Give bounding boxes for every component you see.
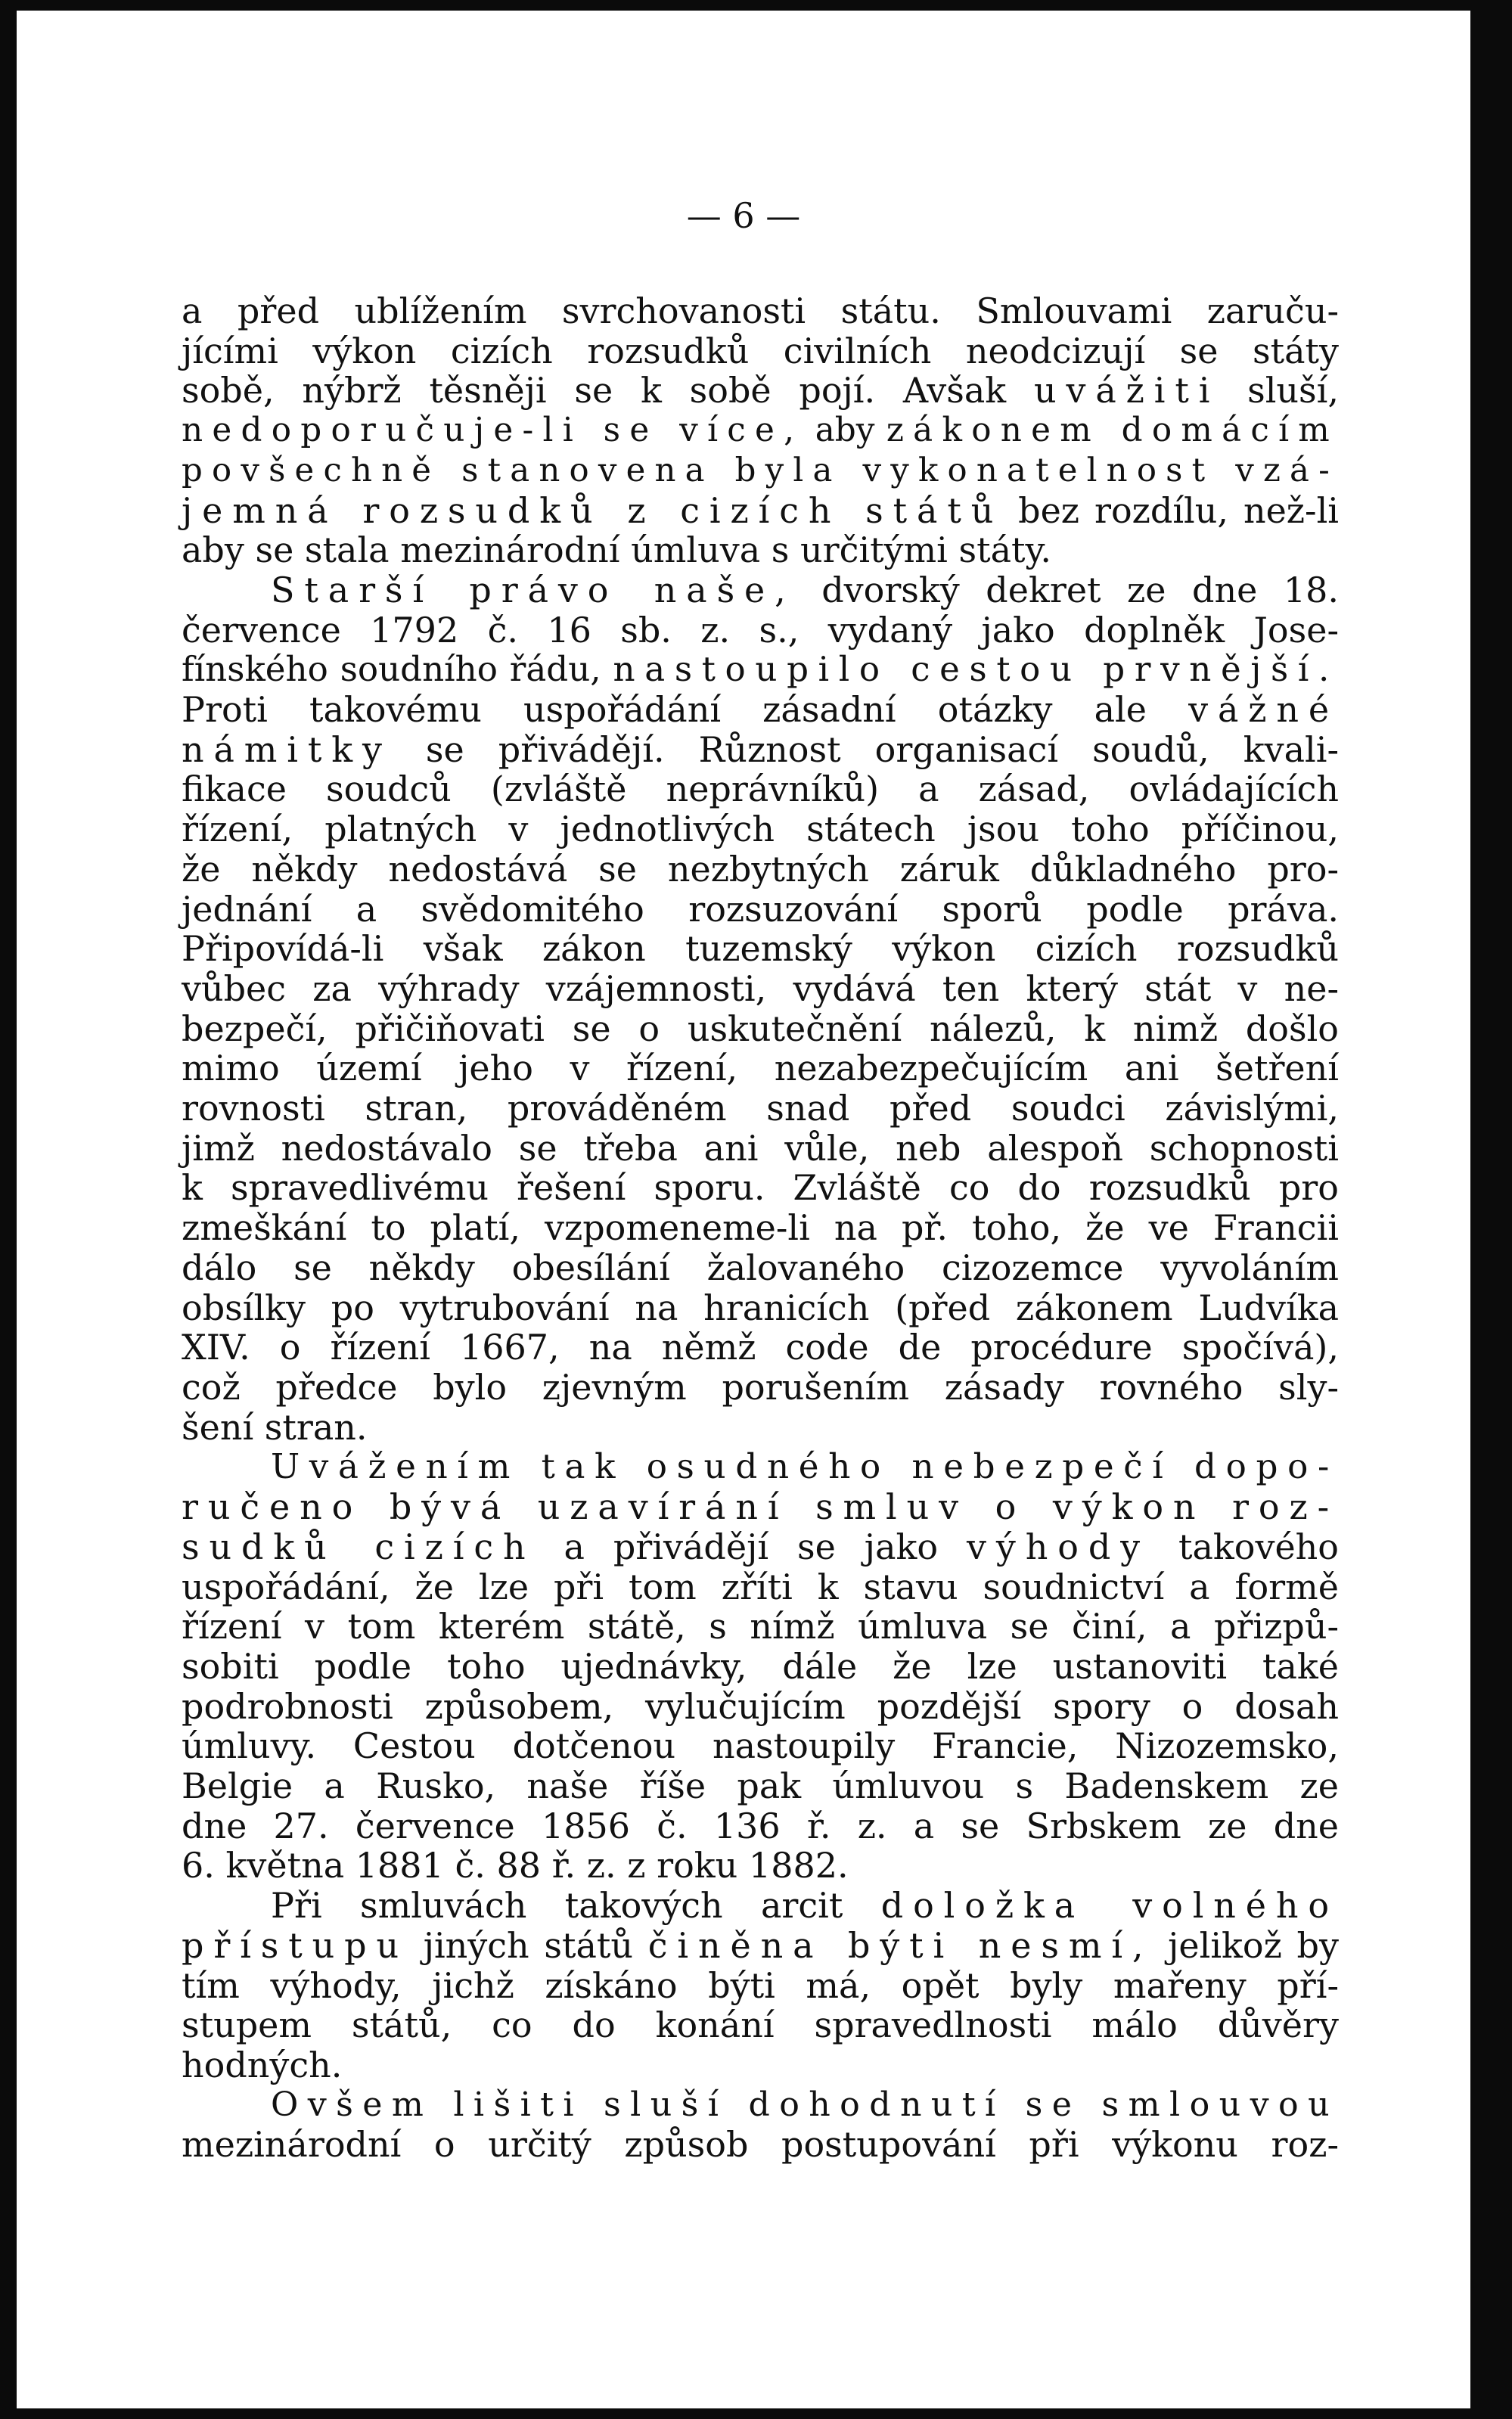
text-segment: řízení, platných v jednotlivých státech jsou toho příčinou, — [182, 809, 1339, 850]
spaced-emphasis: přístupu — [182, 1924, 408, 1966]
text-segment: takového — [1150, 1526, 1339, 1567]
text-segment: podrobnosti způsobem, vylučujícím pozdější spory o dosah — [182, 1685, 1339, 1727]
text-line — [182, 1248, 1339, 1288]
text-segment: mezinárodní o určitý způsob postupování při výkonu roz- — [182, 2124, 1339, 2166]
scanned-page — [17, 11, 1470, 2408]
spaced-emphasis: povšechně stanovena byla vykonatelnost vzá- — [182, 451, 1339, 489]
text-segment: sobě, nýbrž těsněji se k sobě pojí. Avšak — [182, 370, 1034, 411]
text-segment: hodných. — [182, 2044, 343, 2085]
spaced-emphasis: výhody — [967, 1526, 1150, 1567]
spaced-emphasis: Ovšem lišiti sluší dohodnutí se smlouvou — [271, 2085, 1339, 2124]
text-line — [182, 1048, 1339, 1088]
text-line — [182, 849, 1339, 890]
body-text — [182, 291, 1339, 2165]
spaced-emphasis: vážné — [1188, 689, 1339, 731]
text-line — [182, 371, 1339, 411]
text-segment: Belgie a Rusko, naše říše pak úmluvou s Badenskem ze — [182, 1765, 1339, 1807]
text-segment: a přivádějí se jako — [535, 1526, 967, 1567]
text-segment: jimž nedostávalo se třeba ani vůle, neb alespoň schopnosti — [182, 1127, 1339, 1169]
text-line — [182, 1088, 1339, 1129]
text-line — [182, 1168, 1339, 1208]
text-line — [182, 1607, 1339, 1647]
text-line — [182, 1846, 1339, 1886]
text-line — [182, 610, 1339, 651]
text-line — [182, 1447, 1339, 1487]
spaced-emphasis: nastoupilo cestou prvnější. — [613, 649, 1339, 690]
text-line — [182, 1966, 1339, 2006]
text-line — [182, 730, 1339, 770]
spaced-emphasis: sudků cizích — [182, 1526, 536, 1567]
text-segment: aby — [803, 411, 886, 450]
text-line — [182, 690, 1339, 730]
text-line — [182, 890, 1339, 930]
spaced-emphasis: ručeno bývá uzavírání smluv o výkon roz- — [182, 1486, 1339, 1528]
text-line — [182, 411, 1339, 451]
text-line — [182, 1129, 1339, 1169]
spaced-emphasis: zákonem domácím — [886, 411, 1339, 450]
text-segment: července 1792 č. 16 sb. z. s., vydaný jako doplněk Jose- — [182, 609, 1339, 651]
text-line — [182, 491, 1339, 531]
spaced-emphasis: námitky — [182, 728, 392, 770]
text-line — [182, 650, 1339, 690]
text-line — [182, 1527, 1339, 1567]
text-line — [182, 1766, 1339, 1806]
text-segment: dvorský dekret ze dne 18. — [795, 569, 1340, 610]
text-line — [182, 2125, 1339, 2165]
page-number: — 6 — — [686, 195, 801, 236]
text-line — [182, 929, 1339, 969]
text-line — [182, 291, 1339, 331]
spaced-emphasis: doložka volného — [880, 1885, 1339, 1927]
text-segment: sobiti podle toho ujednávky, dále že lze ustanoviti také — [182, 1645, 1339, 1687]
text-segment: šení stran. — [182, 1406, 368, 1448]
text-segment: dálo se někdy obesílání žalovaného cizozemce vyvoláním — [182, 1247, 1339, 1288]
text-line — [182, 969, 1339, 1009]
text-line — [182, 1687, 1339, 1727]
text-line — [182, 1368, 1339, 1408]
text-line — [182, 1288, 1339, 1328]
text-line — [182, 530, 1339, 570]
text-segment: jiných států — [408, 1924, 648, 1966]
text-line — [182, 769, 1339, 809]
text-line — [182, 2005, 1339, 2045]
text-segment: uspořádání, že lze při tom zříti k stavu soudnictví a formě — [182, 1566, 1339, 1607]
text-segment: mimo území jeho v řízení, nezabezpečujícím ani šetření — [182, 1048, 1339, 1089]
text-segment: XIV. o řízení 1667, na němž code de procédure spočívá), — [182, 1327, 1339, 1368]
text-segment: řízení v tom kterém státě, s nímž úmluva se činí, a přizpů- — [182, 1606, 1339, 1647]
text-segment: Při smluvách takových arcit — [271, 1885, 881, 1927]
text-segment: rovnosti stran, prováděném snad před soudci závislými, — [182, 1088, 1339, 1129]
text-line — [182, 1726, 1339, 1766]
text-segment: k spravedlivému řešení sporu. Zvláště co do rozsudků pro — [182, 1167, 1339, 1209]
text-line — [182, 1328, 1339, 1368]
text-segment: obsílky po vytrubování na hranicích (před zákonem Ludvíka — [182, 1287, 1339, 1328]
text-segment: fínského soudního řádu, — [182, 649, 613, 690]
text-segment: jednání a svědomitého rozsuzování sporů podle práva. — [182, 888, 1339, 930]
text-line — [182, 1487, 1339, 1527]
text-line — [182, 1926, 1339, 1966]
text-line — [182, 1806, 1339, 1846]
text-line — [182, 1009, 1339, 1049]
text-segment: Proti takovému uspořádání zásadní otázky ale — [182, 689, 1189, 731]
text-segment: sluší, — [1219, 370, 1339, 411]
text-segment: zmeškání to platí, vzpomeneme-li na př. toho, že ve Francii — [182, 1207, 1339, 1249]
text-segment: stupem států, co do konání spravedlnosti málo důvěry — [182, 2004, 1339, 2046]
text-line — [182, 331, 1339, 371]
text-segment: Připovídá-li však zákon tuzemský výkon cizích rozsudků — [182, 928, 1339, 970]
text-line — [182, 2085, 1339, 2126]
text-line — [182, 451, 1339, 491]
spaced-emphasis: nedoporučuje-li se více, — [182, 411, 804, 450]
spaced-emphasis: Starší právo naše, — [271, 569, 796, 610]
text-segment: tím výhody, jichž získáno býti má, opět byly mařeny pří- — [182, 1964, 1339, 2006]
text-segment: bezpečí, přičiňovati se o uskutečnění nálezů, k nimž došlo — [182, 1008, 1339, 1049]
spaced-emphasis: jemná rozsudků z cizích států — [182, 489, 1004, 531]
text-segment: úmluvy. Cestou dotčenou nastoupily Francie, Nizozemsko, — [182, 1725, 1339, 1767]
text-segment: fikace soudců (zvláště neprávníků) a zásad, ovládajících — [182, 769, 1339, 810]
spaced-emphasis: činěna býti nesmí, — [647, 1924, 1153, 1966]
text-segment: jícími výkon cizích rozsudků civilních neodcizují se státy — [182, 330, 1339, 371]
text-line — [182, 1567, 1339, 1607]
text-segment: se přivádějí. Různost organisací soudů, kvali- — [391, 728, 1339, 770]
spaced-emphasis: uvážiti — [1033, 370, 1220, 411]
text-segment: 6. května 1881 č. 88 ř. z. z roku 1882. — [182, 1845, 849, 1886]
text-line — [182, 1886, 1339, 1926]
text-segment: jelikož by — [1153, 1924, 1339, 1966]
spaced-emphasis: Uvážením tak osudného nebezpečí dopo- — [271, 1446, 1339, 1487]
text-segment: aby se stala mezinárodní úmluva s určitými státy. — [182, 529, 1051, 571]
text-segment: a před ublížením svrchovanosti státu. Smlouvami zaruču- — [182, 290, 1339, 331]
text-segment: že někdy nedostává se nezbytných záruk důkladného pro- — [182, 848, 1339, 890]
text-line — [182, 809, 1339, 849]
text-line — [182, 570, 1339, 610]
text-line — [182, 1208, 1339, 1248]
text-line — [182, 1408, 1339, 1448]
text-segment: což předce bylo zjevným porušením zásady rovného sly- — [182, 1366, 1339, 1408]
text-line — [182, 1647, 1339, 1687]
text-segment: dne 27. července 1856 č. 136 ř. z. a se Srbskem ze dne — [182, 1805, 1339, 1846]
text-segment: vůbec za výhrady vzájemnosti, vydává ten který stát v ne- — [182, 967, 1339, 1009]
text-segment: bez rozdílu, než-li — [1003, 489, 1340, 531]
text-line — [182, 2045, 1339, 2085]
